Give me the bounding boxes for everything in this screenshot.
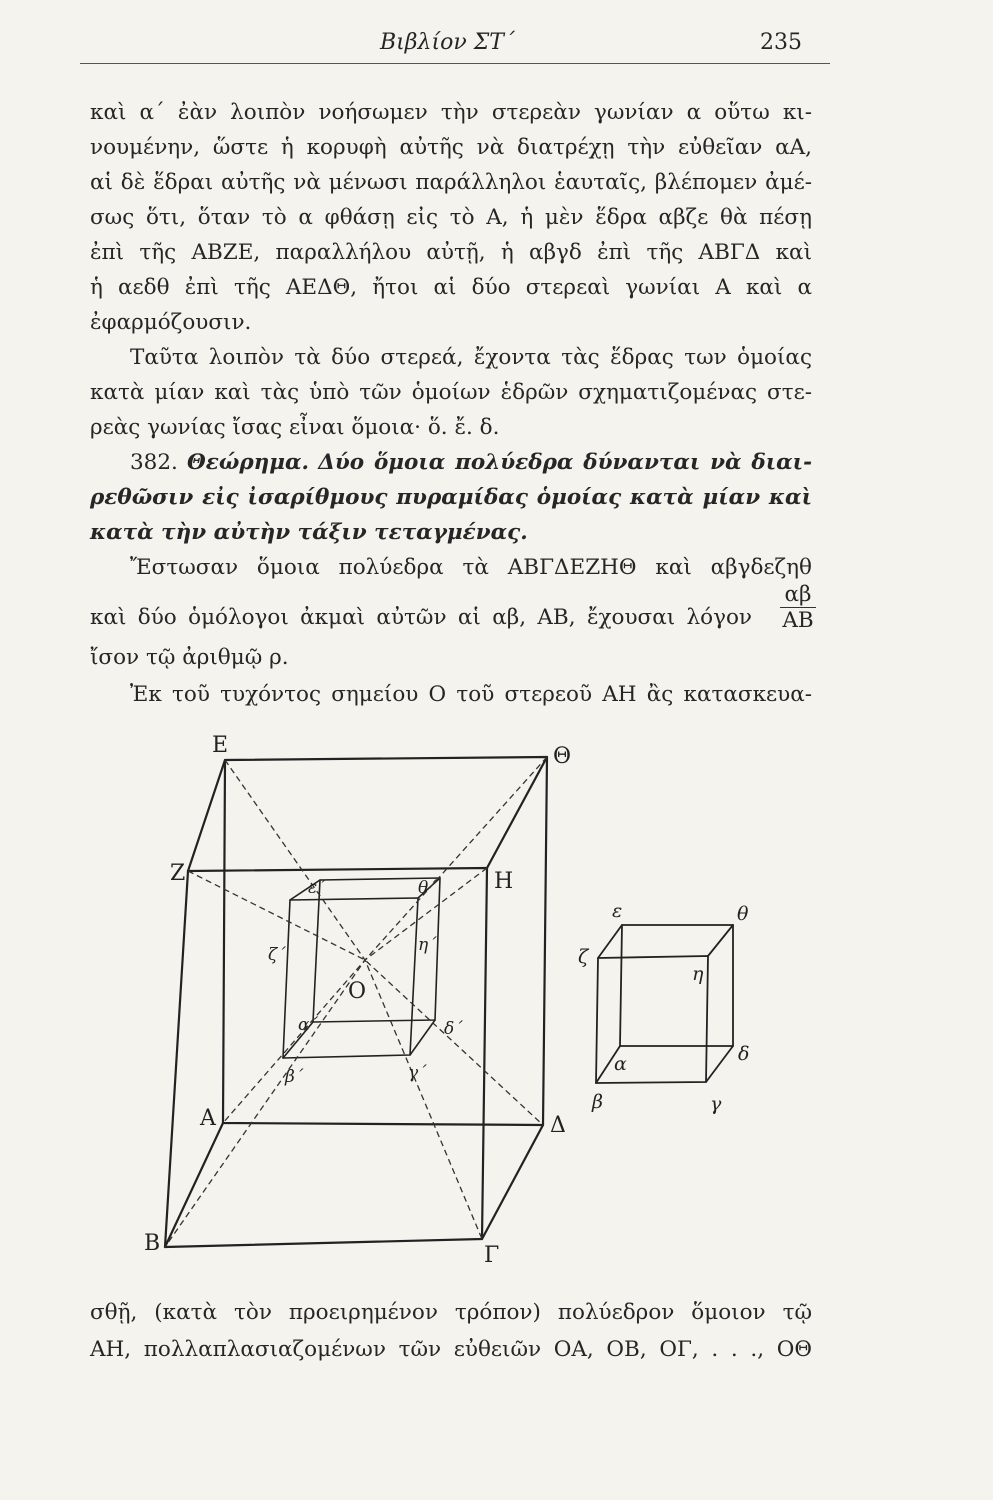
fraction-denominator: ΑΒ [782, 608, 814, 633]
text-line: ἴσον τῷ ἀριθμῷ ρ. [90, 645, 289, 670]
label-z-prime: ζ΄ [268, 945, 286, 965]
theorem-statement: Δύο ὅμοια πολύεδρα δύνανται νὰ διαι- [318, 450, 813, 475]
theorem-number: 382. [130, 450, 178, 475]
text-line: Ταῦτα λοιπὸν τὰ δύο στερεά, ἔχοντα τὰς ἕδρας των ὁμοίας [130, 345, 812, 370]
label-B: Β [144, 1231, 161, 1256]
label-G: Γ [484, 1243, 500, 1268]
text-line: ἐφαρμόζουσιν. [90, 310, 252, 335]
theorem-line: κατὰ τὴν αὐτὴν τάξιν τεταγμένας. [90, 520, 528, 545]
fraction-numerator: αβ [780, 583, 816, 608]
label-b-prime: β΄ [285, 1067, 304, 1087]
text-line: καὶ δύο ὁμόλογοι ἀκμαὶ αὐτῶν αἱ αβ, ΑΒ, ἔχουσαι λόγον [90, 605, 752, 630]
small-back-face [620, 925, 733, 1046]
label-eta: η [692, 963, 704, 985]
label-alpha: α [614, 1053, 627, 1075]
label-h-prime: η΄ [418, 935, 437, 955]
text-line: Ἔστωσαν ὅμοια πολύεδρα τὰ ΑΒΓΔΕΖΗΘ καὶ αβγδεζηθ [130, 555, 812, 580]
label-g-prime: γ΄ [408, 1063, 427, 1083]
text-line: καὶ α΄ ἐὰν λοιπὸν νοήσωμεν τὴν στερεὰν γωνίαν α οὕτω κι- [90, 100, 812, 125]
text-line: νουμένην, ὥστε ἡ κορυφὴ αὐτῆς νὰ διατρέχῃ τὴν εὐθεῖαν αΑ, [90, 135, 812, 160]
label-zeta: ζ [578, 946, 589, 968]
edge-ThetaH [487, 757, 547, 868]
text-line: ρεὰς γωνίας ἴσας εἶναι ὅμοια· ὅ. ἔ. δ. [90, 415, 500, 440]
page-number: 235 [760, 30, 802, 55]
label-E: Ε [212, 733, 229, 758]
edge-EZ [188, 760, 225, 871]
text-line: κατὰ μίαν καὶ τὰς ὑπὸ τῶν ὁμοίων ἑδρῶν σχηματιζομένας στε- [90, 380, 812, 405]
text-line: ἡ αεδθ ἐπὶ τῆς ΑΕΔΘ, ἤτοι αἱ δύο στερεαὶ γωνίαι Α καὶ α [90, 275, 812, 300]
label-th-prime: θ΄ [418, 878, 437, 898]
edge-AB [165, 1123, 223, 1247]
label-epsilon: ε [612, 900, 623, 922]
theorem-line: ρεθῶσιν εἰς ἰσαρίθμους πυραμίδας ὁμοίας κατὰ μίαν καὶ [90, 485, 812, 510]
label-theta: θ [737, 903, 749, 925]
label-Theta: Θ [553, 744, 572, 769]
text-line: αἱ δὲ ἕδραι αὐτῆς νὰ μένωσι παράλληλοι ἑαυταῖς, βλέπομεν ἀμέ- [90, 170, 812, 195]
text-line: σθῇ, (κατὰ τὸν προειρημένον τρόπον) πολύεδρον ὅμοιον τῷ [90, 1300, 812, 1325]
label-O: Ο [348, 979, 367, 1004]
chapter-title: Βιβλίον ΣΤ΄ [380, 30, 515, 55]
label-d-prime: δ΄ [444, 1019, 463, 1039]
edge-DG [482, 1125, 543, 1239]
label-beta: β [592, 1091, 603, 1113]
label-a-prime: α΄ [298, 1015, 318, 1035]
label-delta: δ [738, 1043, 750, 1065]
text-line: Ἐκ τοῦ τυχόντος σημείου Ο τοῦ στερεοῦ ΑΗ ἂς κατασκευα- [130, 682, 812, 707]
label-H: Η [494, 869, 514, 894]
text-line: σως ὅτι, ὅταν τὸ α φθάσῃ εἰς τὸ Α, ἡ μὲν ἕδρα αβζε θὰ πέσῃ [90, 205, 812, 230]
label-A: Α [200, 1106, 216, 1131]
label-gamma: γ [710, 1093, 722, 1115]
text-line: ΑΗ, πολλαπλασιαζομένων τῶν εὐθειῶν ΟΑ, ΟΒ, ΟΓ, . . ., ΟΘ [90, 1337, 812, 1362]
prism-back-face [223, 757, 547, 1125]
label-D: Δ [550, 1113, 566, 1138]
label-e-prime: ε΄ [308, 878, 326, 898]
label-Z: Ζ [170, 861, 186, 886]
text-line: ἐπὶ τῆς ΑΒΖΕ, παραλλήλου αὐτῇ, ἡ αβγδ ἐπὶ τῆς ΑΒΓΔ καὶ [90, 240, 812, 265]
theorem-label: Θεώρημα. [187, 450, 310, 475]
